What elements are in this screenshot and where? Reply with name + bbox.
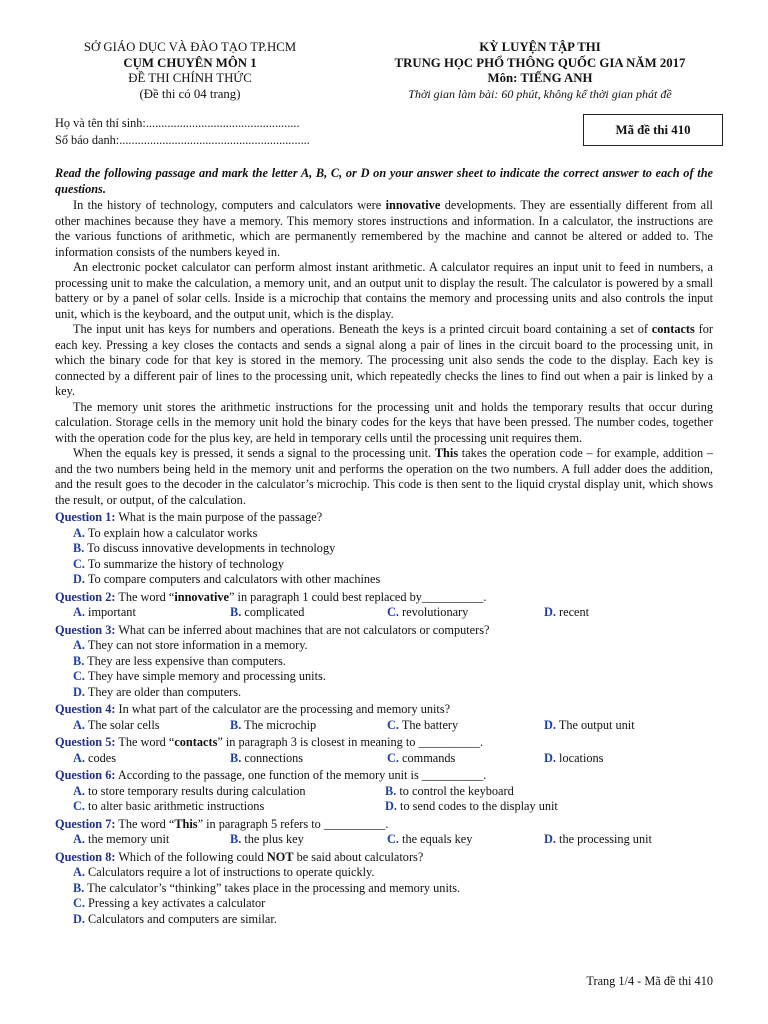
student-name-line: Họ và tên thí sinh:.................................................. xyxy=(55,116,300,130)
question-stem xyxy=(55,623,713,639)
answer-option-a[interactable] xyxy=(73,718,230,734)
option-text: to store temporary results during calculation xyxy=(84,783,306,798)
option-letter: A. xyxy=(73,865,85,879)
answer-option-a[interactable] xyxy=(73,784,385,800)
answer-option-a[interactable] xyxy=(73,526,713,542)
highlighted-word: This xyxy=(434,446,459,460)
option-letter: B. xyxy=(230,832,242,846)
option-text: the plus key xyxy=(241,832,304,846)
option-text: The battery xyxy=(398,717,459,732)
option-letter: D. xyxy=(544,605,556,619)
option-text: connections xyxy=(241,750,304,765)
option-letter: D. xyxy=(544,832,556,846)
question-number: Question 1: xyxy=(55,510,116,524)
paragraph-text: takes the operation code – for example, addition – and the two numbers being held in the memory unit and performs the operation on the two numbers. A full adder does the addition, and the result goes to the decoder in the calculator’s microchip. This code is then sent to the liquid crystal display unit, which shows the result, or output, of the calculation. xyxy=(55,446,713,507)
option-text: to alter basic arithmetic instructions xyxy=(84,799,265,813)
question-4 xyxy=(55,702,713,733)
highlighted-word: contacts xyxy=(651,322,695,336)
option-text: Calculators require a lot of instructions to operate quickly. xyxy=(84,865,375,879)
passage-paragraph-5 xyxy=(55,446,713,508)
answer-option-d[interactable] xyxy=(544,718,701,734)
answer-option-c[interactable] xyxy=(387,832,544,848)
option-text: They are older than computers. xyxy=(84,684,242,699)
answer-option-d[interactable] xyxy=(73,685,713,701)
question-text: be said about calculators? xyxy=(293,849,424,864)
answer-option-a[interactable] xyxy=(73,865,713,881)
option-text: The calculator’s “thinking” takes place in the processing and memory units. xyxy=(84,880,461,895)
answer-option-d[interactable] xyxy=(544,605,701,621)
answer-option-b[interactable] xyxy=(230,832,387,848)
answer-option-b[interactable] xyxy=(73,541,713,557)
answer-options xyxy=(55,605,713,621)
answer-option-b[interactable] xyxy=(385,784,697,800)
answer-options xyxy=(55,784,713,800)
option-letter: D. xyxy=(73,684,85,699)
option-letter: B. xyxy=(230,717,242,732)
exam-content xyxy=(55,166,713,927)
option-letter: C. xyxy=(387,750,399,765)
option-text: recent xyxy=(555,605,590,619)
exam-code-box: Mã đề thi 410 xyxy=(583,114,723,146)
answer-option-a[interactable] xyxy=(73,751,230,767)
option-letter: B. xyxy=(385,783,397,798)
option-text: the memory unit xyxy=(84,832,170,846)
option-text: to control the keyboard xyxy=(396,783,514,798)
option-text: They are less expensive than computers. xyxy=(84,653,286,668)
option-letter: B. xyxy=(73,653,85,668)
cluster-name: CỤM CHUYÊN MÔN 1 xyxy=(123,55,257,70)
instruction: Read the following passage and mark the letter A, B, C, or D on your answer sheet to indicate the correct answer to each of the questions. xyxy=(55,166,713,196)
answer-options xyxy=(55,751,713,767)
exam-subtitle: TRUNG HỌC PHỔ THÔNG QUỐC GIA NĂM 2017 xyxy=(394,55,686,70)
option-letter: A. xyxy=(73,783,85,798)
option-letter: D. xyxy=(544,750,556,765)
question-stem xyxy=(55,768,713,784)
time-note: Thời gian làm bài: 60 phút, không kể thời gian phát đề xyxy=(408,86,672,101)
question-text: In what part of the calculator are the processing and memory units? xyxy=(115,702,451,716)
passage-paragraph-4 xyxy=(55,400,713,447)
option-text: They have simple memory and processing units. xyxy=(84,669,326,683)
option-letter: C. xyxy=(73,669,85,683)
paragraph-text: In the history of technology, computers and calculators were xyxy=(73,198,386,212)
answer-option-a[interactable] xyxy=(73,832,230,848)
question-stem xyxy=(55,735,713,751)
question-8 xyxy=(55,850,713,928)
question-stem xyxy=(55,590,713,606)
paragraph-text: The memory unit stores the arithmetic instructions for the processing unit and holds the temporary results that occur during calculation. Storage cells in the memory unit hold the binary codes for the keys that have been pressed. The number codes, together with the operation code for the plus key, are held in temporary cells until the processing unit requires them. xyxy=(55,399,713,445)
answer-option-b[interactable] xyxy=(230,605,387,621)
answer-options xyxy=(55,638,713,700)
page-count-note: (Đề thi có 04 trang) xyxy=(139,86,241,101)
option-letter: C. xyxy=(73,556,85,571)
answer-option-c[interactable] xyxy=(73,896,713,912)
answer-option-b[interactable] xyxy=(73,881,713,897)
question-text: The word “ xyxy=(115,816,175,831)
question-5 xyxy=(55,735,713,766)
question-6 xyxy=(55,768,713,815)
option-letter: D. xyxy=(73,572,85,586)
option-text: the equals key xyxy=(398,832,473,846)
answer-option-c[interactable] xyxy=(73,799,385,815)
option-letter: C. xyxy=(387,717,399,732)
option-text: locations xyxy=(555,750,604,765)
option-text: The microchip xyxy=(241,717,317,732)
question-text: Which of the following could xyxy=(115,849,267,864)
option-text: The output unit xyxy=(555,717,635,732)
question-7 xyxy=(55,817,713,848)
option-letter: A. xyxy=(73,750,85,765)
option-text: To summarize the history of technology xyxy=(84,556,285,571)
option-text: commands xyxy=(398,750,456,765)
question-stem xyxy=(55,510,713,526)
option-letter: A. xyxy=(73,832,85,846)
answer-option-c[interactable] xyxy=(387,751,544,767)
answer-option-d[interactable] xyxy=(385,799,697,815)
question-keyword: NOT xyxy=(266,849,294,864)
option-text: codes xyxy=(84,750,117,765)
option-letter: B. xyxy=(73,880,85,895)
question-list xyxy=(55,510,713,927)
option-text: To compare computers and calculators with other machines xyxy=(84,572,381,586)
option-letter: A. xyxy=(73,638,85,652)
option-text: revolutionary xyxy=(398,605,469,619)
option-letter: D. xyxy=(385,799,397,813)
passage-paragraph-3 xyxy=(55,322,713,400)
option-letter: B. xyxy=(230,605,242,619)
answer-option-c[interactable] xyxy=(387,605,544,621)
header-left xyxy=(40,40,340,102)
question-number: Question 4: xyxy=(55,702,116,716)
answer-options xyxy=(55,526,713,588)
question-text: ” in paragraph 3 is closest in meaning to __________. xyxy=(217,735,484,749)
answer-option-b[interactable] xyxy=(230,751,387,767)
question-2 xyxy=(55,590,713,621)
answer-options xyxy=(55,865,713,927)
option-letter: C. xyxy=(387,605,399,619)
answer-option-b[interactable] xyxy=(230,718,387,734)
answer-option-a[interactable] xyxy=(73,638,713,654)
question-number: Question 5: xyxy=(55,735,116,749)
option-letter: B. xyxy=(230,750,242,765)
question-number: Question 3: xyxy=(55,622,116,637)
answer-options xyxy=(55,718,713,734)
option-text: The solar cells xyxy=(84,717,160,732)
option-letter: B. xyxy=(73,541,85,555)
question-text: According to the passage, one function of the memory unit is __________. xyxy=(115,768,487,782)
student-info xyxy=(55,115,310,149)
highlighted-word: innovative xyxy=(385,198,441,212)
answer-option-d[interactable] xyxy=(544,832,701,848)
question-text: What can be inferred about machines that are not calculators or computers? xyxy=(115,622,490,637)
answer-option-d[interactable] xyxy=(73,572,713,588)
question-text: ” in paragraph 1 could best replaced by__________. xyxy=(229,589,487,604)
answer-option-d[interactable] xyxy=(73,912,713,928)
passage-paragraph-2 xyxy=(55,260,713,322)
question-text: The word “ xyxy=(115,735,175,749)
question-keyword: contacts xyxy=(174,735,218,749)
question-text: The word “ xyxy=(115,589,175,604)
header-right xyxy=(340,40,740,102)
question-text: What is the main purpose of the passage? xyxy=(115,510,323,524)
student-number-line: Số báo danh:.............................................................. xyxy=(55,133,310,147)
question-keyword: innovative xyxy=(174,589,229,604)
subject: Môn: TIẾNG ANH xyxy=(487,71,593,85)
option-text: They can not store information in a memory. xyxy=(84,638,308,652)
question-number: Question 6: xyxy=(55,768,116,782)
question-number: Question 2: xyxy=(55,589,116,604)
paragraph-text: for each key. Pressing a key closes the contacts and sends a signal along a pair of lines in the circuit board to the processing unit, in which the binary code for that key is stored in the memory. The processing unit also sends the code to the display. Each key is connected by a different pair of lines to the processing unit, which repeatedly checks the lines to find out when a pair is linked by a key. xyxy=(55,322,713,398)
answer-option-c[interactable] xyxy=(73,557,713,573)
answer-options xyxy=(55,832,713,848)
answer-option-c[interactable] xyxy=(387,718,544,734)
option-text: to send codes to the display unit xyxy=(396,799,558,813)
option-letter: A. xyxy=(73,605,85,619)
paragraph-text: developments. They are essentially different from all other machines because they have a memory. This memory stores instructions and information. In a calculator, the instructions are the various functions of arithmetic, which are permanently remembered by the machine and cannot be altered or added to. The information consists of the numbers keyed in. xyxy=(55,198,713,259)
exam-title: KỲ LUYỆN TẬP THI xyxy=(479,40,601,54)
option-letter: C. xyxy=(73,799,85,813)
question-keyword: This xyxy=(174,816,198,831)
answer-option-c[interactable] xyxy=(73,669,713,685)
option-text: To discuss innovative developments in technology xyxy=(84,541,336,555)
option-text: important xyxy=(84,605,136,619)
question-stem xyxy=(55,702,713,718)
option-letter: A. xyxy=(73,525,85,540)
option-text: To explain how a calculator works xyxy=(84,525,258,540)
question-number: Question 7: xyxy=(55,816,116,831)
option-text: complicated xyxy=(241,605,305,619)
answer-options xyxy=(55,799,713,815)
question-number: Question 8: xyxy=(55,849,116,864)
option-letter: D. xyxy=(73,911,85,926)
passage-paragraph-1 xyxy=(55,198,713,260)
option-text: Calculators and computers are similar. xyxy=(84,911,277,926)
official-exam-label: ĐỀ THI CHÍNH THỨC xyxy=(128,71,252,85)
question-text: ” in paragraph 5 refers to __________. xyxy=(197,816,389,831)
question-1 xyxy=(55,510,713,588)
answer-option-d[interactable] xyxy=(544,751,701,767)
question-stem xyxy=(55,817,713,833)
option-letter: D. xyxy=(544,717,556,732)
department-name: SỞ GIÁO DỤC VÀ ĐÀO TẠO TP.HCM xyxy=(83,40,297,54)
paragraph-text: The input unit has keys for numbers and operations. Beneath the keys is a printed circuit board containing a set of xyxy=(73,322,652,336)
question-stem xyxy=(55,850,713,866)
answer-option-a[interactable] xyxy=(73,605,230,621)
option-text: Pressing a key activates a calculator xyxy=(84,896,266,910)
page-footer: Trang 1/4 - Mã đề thi 410 xyxy=(586,974,713,988)
question-3 xyxy=(55,623,713,701)
reading-passage xyxy=(55,198,713,508)
answer-option-b[interactable] xyxy=(73,654,713,670)
paragraph-text: An electronic pocket calculator can perform almost instant arithmetic. A calculator requires an input unit to feed in numbers, a processing unit to make the calculation, a memory unit, and an output unit to display the result. The calculator is powered by a small battery or by a panel of solar cells. Inside is a microchip that contains the memory and processing units and also controls the input unit, which is the keyboard, and the output unit, which is the display. xyxy=(55,260,713,321)
option-text: the processing unit xyxy=(555,832,652,846)
option-letter: A. xyxy=(73,717,85,732)
paragraph-text: When the equals key is pressed, it sends a signal to the processing unit. xyxy=(73,446,435,460)
option-letter: C. xyxy=(387,832,399,846)
option-letter: C. xyxy=(73,896,85,910)
